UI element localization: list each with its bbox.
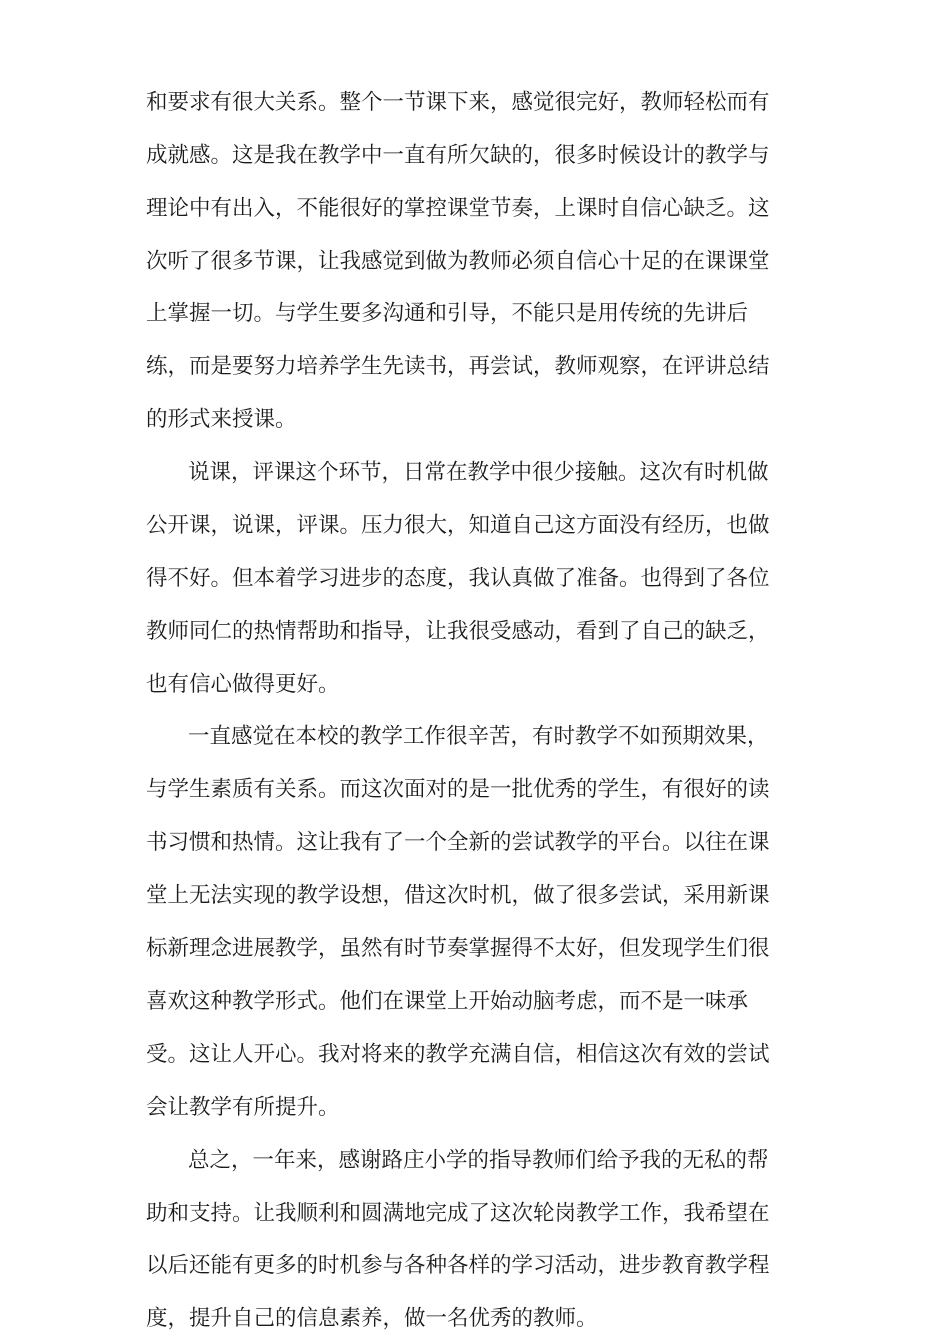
text-line: 练，而是要努力培养学生先读书，再尝试，教师观察，在评讲总结 (146, 354, 770, 379)
text-line: 书习惯和热情。这让我有了一个全新的尝试教学的平台。以往在课 (146, 830, 770, 855)
text-line: 次听了很多节课，让我感觉到做为教师必须自信心十足的在课课堂 (146, 249, 770, 274)
text-line: 和要求有很大关系。整个一节课下来，感觉很完好，教师轻松而有 (146, 90, 770, 115)
text-line: 受。这让人开心。我对将来的教学充满自信，相信这次有效的尝试 (146, 1042, 770, 1067)
text-line: 得不好。但本着学习进步的态度，我认真做了准备。也得到了各位 (146, 566, 770, 591)
text-line: 与学生素质有关系。而这次面对的是一批优秀的学生，有很好的读 (146, 777, 770, 802)
text-line: 成就感。这是我在教学中一直有所欠缺的，很多时候设计的教学与 (146, 143, 770, 168)
text-line: 理论中有出入，不能很好的掌控课堂节奏，上课时自信心缺乏。这 (146, 196, 770, 221)
text-line: 喜欢这种教学形式。他们在课堂上开始动脑考虑，而不是一味承 (146, 989, 749, 1014)
text-line: 助和支持。让我顺利和圆满地完成了这次轮岗教学工作，我希望在 (146, 1201, 770, 1226)
text-line: 度，提升自己的信息素养，做一名优秀的教师。 (146, 1306, 598, 1331)
paragraph-start-line: 总之，一年来，感谢路庄小学的指导教师们给予我的无私的帮 (188, 1148, 769, 1173)
text-line: 以后还能有更多的时机参与各种各样的学习活动，进步教育教学程 (146, 1253, 770, 1278)
text-line: 堂上无法实现的教学设想，借这次时机，做了很多尝试，采用新课 (146, 883, 770, 908)
text-line: 也有信心做得更好。 (146, 672, 340, 697)
text-line: 教师同仁的热情帮助和指导，让我很受感动，看到了自己的缺乏， (146, 619, 770, 644)
text-line: 公开课，说课，评课。压力很大，知道自己这方面没有经历，也做 (146, 513, 770, 538)
text-line: 的形式来授课。 (146, 407, 297, 432)
paragraph-start-line: 说课，评课这个环节，日常在教学中很少接触。这次有时机做 (188, 460, 769, 485)
text-line: 标新理念进展教学，虽然有时节奏掌握得不太好，但发现学生们很 (146, 936, 770, 961)
paragraph-start-line: 一直感觉在本校的教学工作很辛苦，有时教学不如预期效果， (188, 724, 769, 749)
text-line: 上掌握一切。与学生要多沟通和引导，不能只是用传统的先讲后 (146, 301, 749, 326)
text-line: 会让教学有所提升。 (146, 1095, 340, 1120)
